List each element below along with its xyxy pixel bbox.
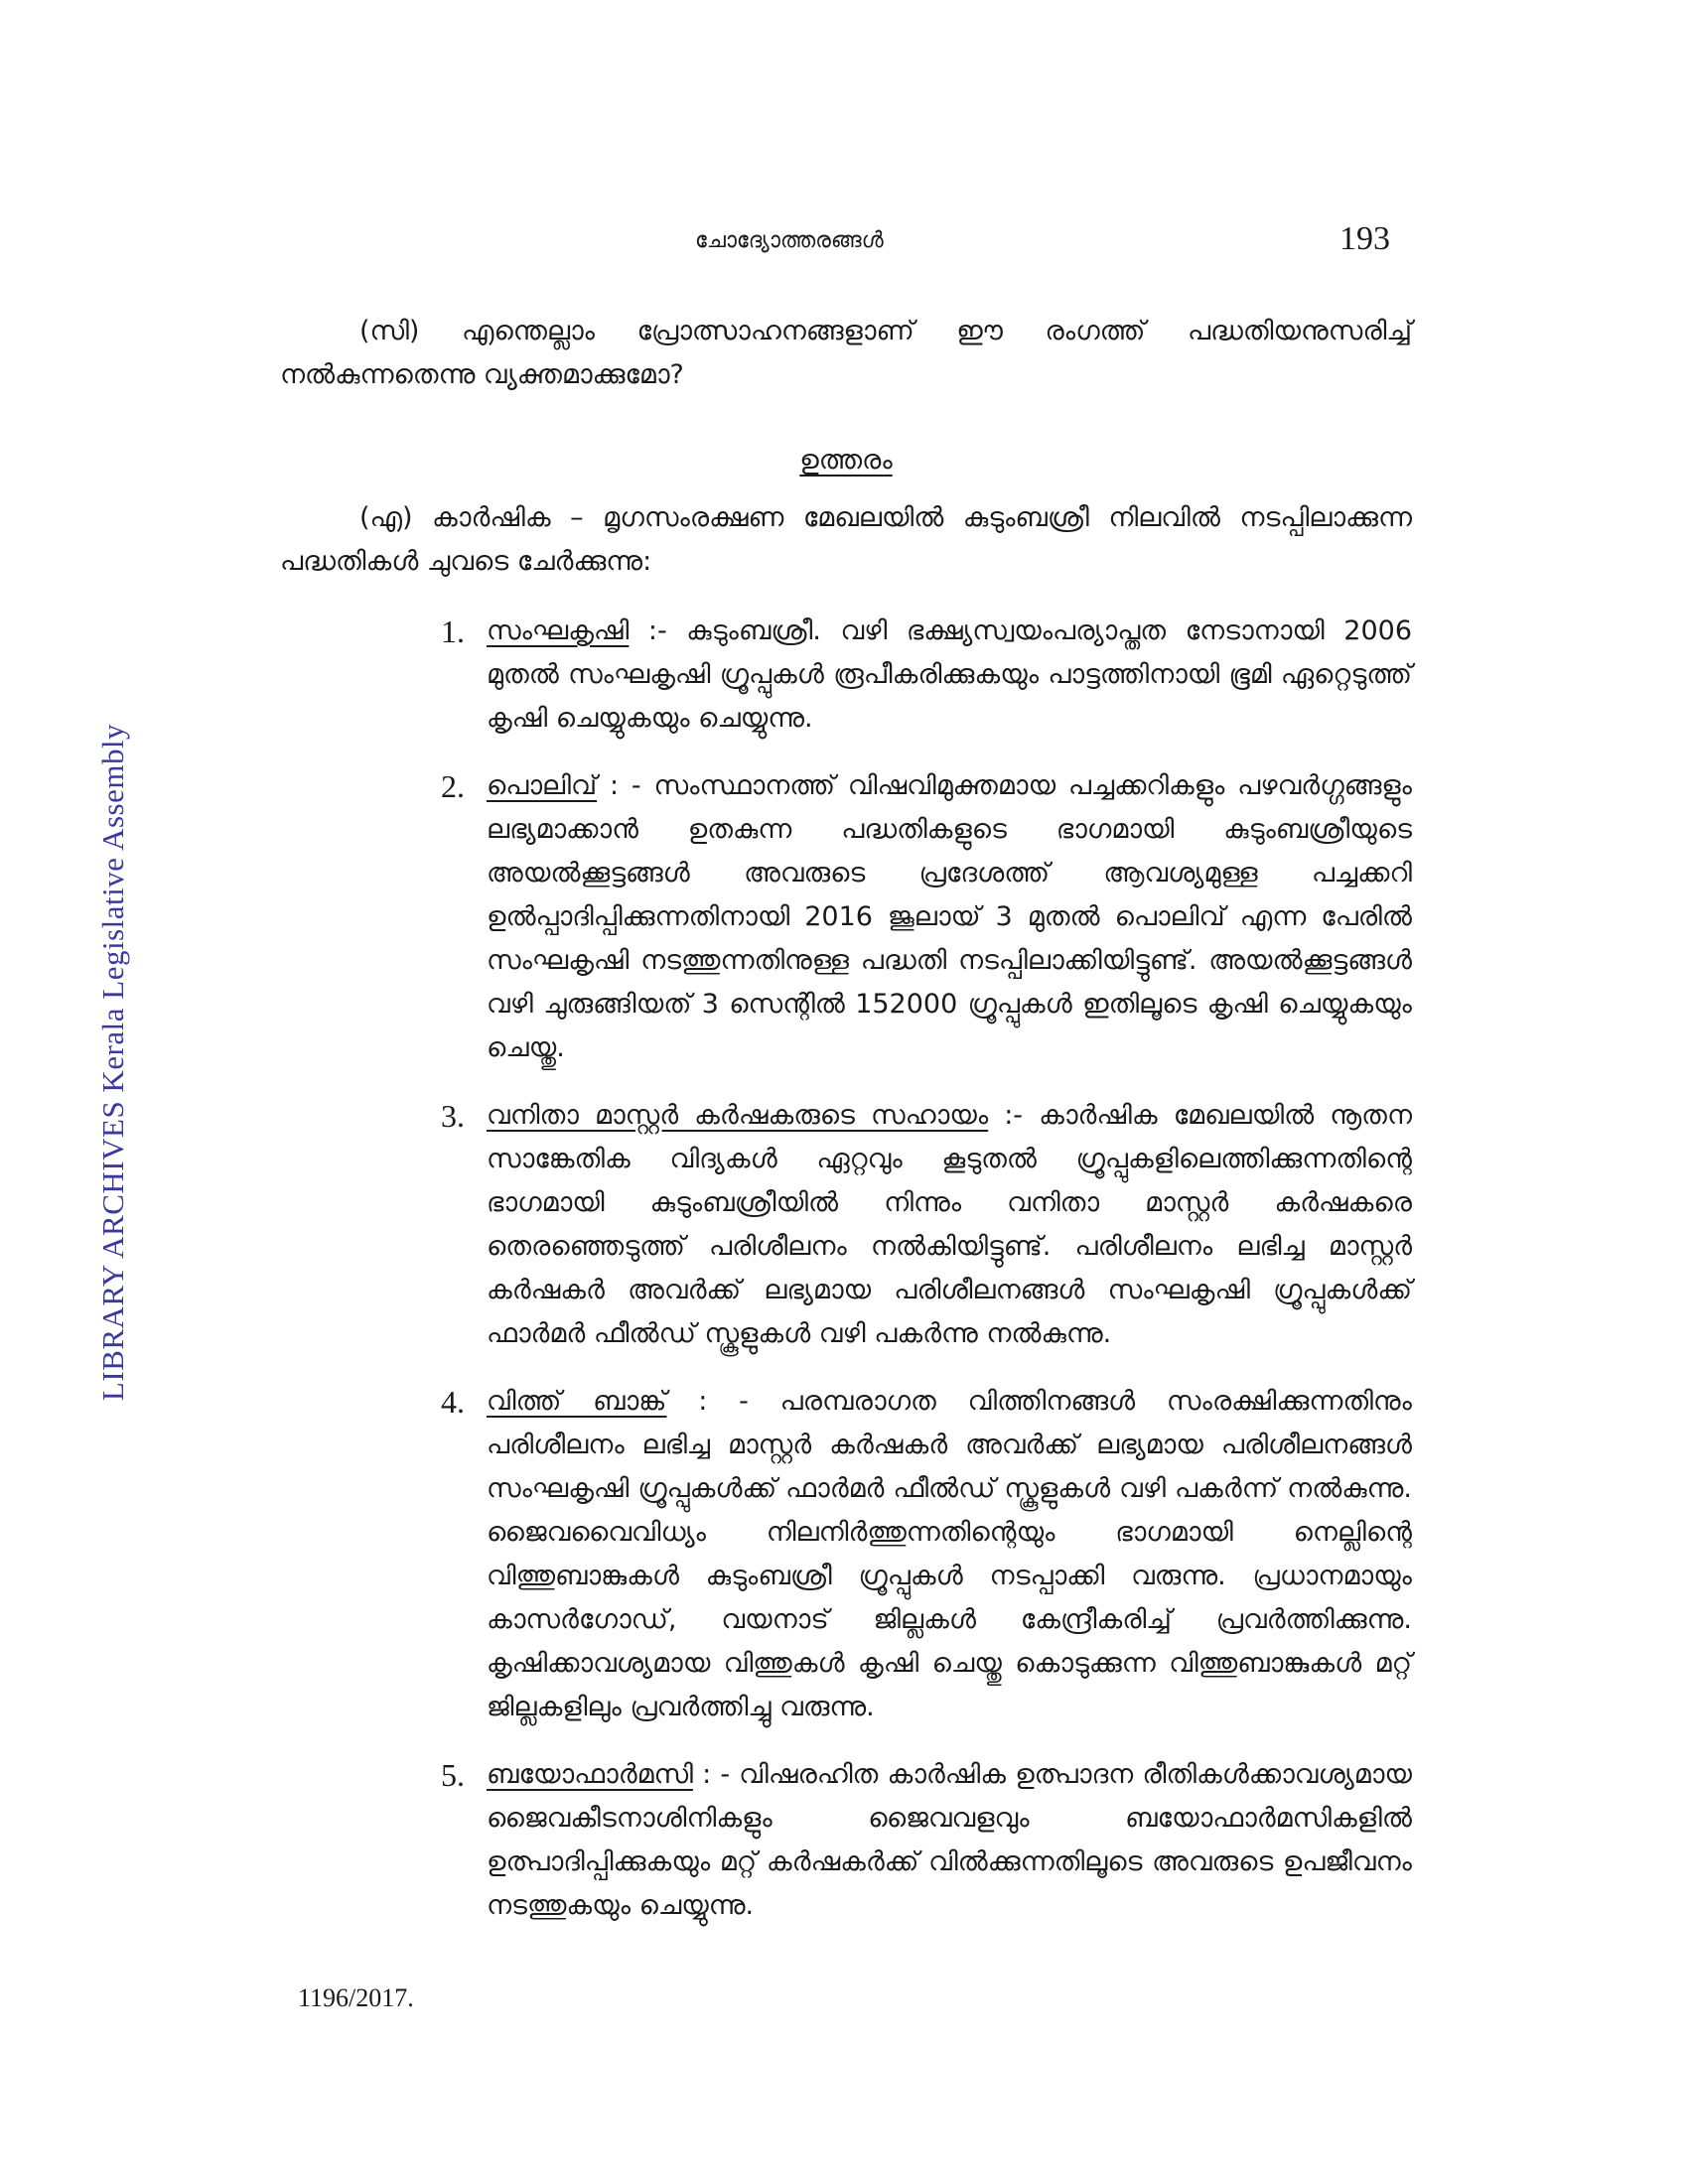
item-title: വനിതാ മാസ്റ്റർ കർഷകരുടെ സഹായം xyxy=(487,1100,989,1131)
running-head xyxy=(0,220,1688,260)
item-text: :- കുടുംബശ്രീ. വഴി ഭക്ഷ്യസ്വയംപര്യാപ്തത നേടാനായി 2006 മുതൽ സംഘകൃഷി ഗ്രൂപ്പുകൾ രൂപീകരിക്കുകയും പാട്ടത്തിനായി ഭൂമി ഏറ്റെടുത്ത് കൃഷി ചെയ്യുകയും ചെയ്യുന്നു. xyxy=(487,615,1412,734)
running-head-title: ചോദ്യോത്തരങ്ങൾ xyxy=(695,228,884,253)
item-number: 1. xyxy=(441,614,465,649)
item-text: : - വിഷരഹിത കാർഷിക ഉത്പാദന രീതികൾക്കാവശ്യമായ ജൈവകീടനാശിനികളും ജൈവവളവും ബയോഫാർമസികളിൽ ഉത്പാദിപ്പിക്കുകയും മറ്റ് കർഷകർക്ക് വിൽക്കുന്നതിലൂടെ അവരുടെ ഉപജീവനം നടത്തുകയും ചെയ്യുന്നു. xyxy=(487,1759,1412,1921)
item-number: 3. xyxy=(441,1098,465,1134)
document-code: 1196/2017. xyxy=(298,1983,414,2012)
item-number: 2. xyxy=(441,768,465,804)
page-number: 193 xyxy=(1339,220,1390,257)
item-number: 4. xyxy=(441,1384,465,1420)
item-title: സംഘകൃഷി xyxy=(487,615,630,646)
item-title: ബയോഫാർമസി xyxy=(487,1759,693,1790)
list-item xyxy=(280,1094,1412,1356)
list-item xyxy=(280,610,1412,741)
item-text: : - പരമ്പരാഗത വിത്തിനങ്ങൾ സംരക്ഷിക്കുന്നതിനും പരിശീലനം ലഭിച്ച മാസ്റ്റർ കർഷകർ അവർക്ക് ലഭ്യമായ പരിശീലനങ്ങൾ സംഘകൃഷി ഗ്രൂപ്പുകൾക്ക് ഫാർമർ ഫീൽഡ് സ്കൂളുകൾ വഴി പകർന്ന് നൽകുന്നു. ജൈവവൈവിധ്യം നിലനിർത്തുന്നതിന്റെയും ഭാഗമായി നെല്ലിന്റെ വിത്തുബാങ്കുകൾ കുടുംബശ്രീ ഗ്രൂപ്പുകൾ നടപ്പാക്കി വരുന്നു. പ്രധാനമായും കാസർഗോഡ്, വയനാട് ജില്ലകൾ കേന്ദ്രീകരിച്ച് പ്രവർത്തിക്കുന്നു. കൃഷിക്കാവശ്യമായ വിത്തുകൾ കൃഷി ചെയ്തു കൊടുക്കുന്ന വിത്തുബാങ്കുകൾ മറ്റ് ജില്ലകളിലും പ്രവർത്തിച്ചു വരുന്നു. xyxy=(487,1386,1412,1722)
page-content xyxy=(280,310,1412,1952)
answer-list xyxy=(280,610,1412,1928)
answer-intro: (എ) കാർഷിക – മൃഗസംരക്ഷണ മേഖലയിൽ കുടുംബശ്രീ നിലവിൽ നടപ്പിലാക്കുന്ന പദ്ധതികൾ ചുവടെ ചേർക്കുന്നു: xyxy=(280,502,1412,577)
item-title: വിത്ത് ബാങ്ക് xyxy=(487,1386,667,1417)
list-item xyxy=(280,764,1412,1070)
list-item xyxy=(280,1753,1412,1928)
item-text: : - സംസ്ഥാനത്ത് വിഷവിമുക്തമായ പച്ചക്കറികളും പഴവർഗ്ഗങ്ങളും ലഭ്യമാക്കാൻ ഉതകുന്ന പദ്ധതികളുടെ ഭാഗമായി കുടുംബശ്രീയുടെ അയൽക്കൂട്ടങ്ങൾ അവരുടെ പ്രദേശത്ത് ആവശ്യമുള്ള പച്ചക്കറി ഉൽപ്പാദിപ്പിക്കുന്നതിനായി 2016 ജൂലായ് 3 മുതൽ പൊലിവ് എന്ന പേരിൽ സംഘകൃഷി നടത്തുന്നതിനുള്ള പദ്ധതി നടപ്പിലാക്കിയിട്ടുണ്ട്. അയൽക്കൂട്ടങ്ങൾ വഴി ചുരുങ്ങിയത് 3 സെന്റിൽ 152000 ഗ്രൂപ്പുകൾ ഇതിലൂടെ കൃഷി ചെയ്യുകയും ചെയ്തു. xyxy=(487,770,1412,1063)
item-number: 5. xyxy=(441,1757,465,1793)
item-text: :- കാർഷിക മേഖലയിൽ നൂതന സാങ്കേതിക വിദ്യകൾ ഏറ്റവും കൂടുതൽ ഗ്രൂപ്പുകളിലെത്തിക്കുന്നതിന്റെ ഭാഗമായി കുടുംബശ്രീയിൽ നിന്നും വനിതാ മാസ്റ്റർ കർഷകരെ തെരഞ്ഞെടുത്ത് പരിശീലനം നൽകിയിട്ടുണ്ട്. പരിശീലനം ലഭിച്ച മാസ്റ്റർ കർഷകർ അവർക്ക് ലഭ്യമായ പരിശീലനങ്ങൾ സംഘകൃഷി ഗ്രൂപ്പുകൾക്ക് ഫാർമർ ഫീൽഡ് സ്കൂളുകൾ വഴി പകർന്നു നൽകുന്നു. xyxy=(487,1100,1413,1349)
list-item xyxy=(280,1380,1412,1729)
item-title: പൊലിവ് xyxy=(487,770,598,801)
question-text: (സി) എന്തെല്ലാം പ്രോത്സാഹനങ്ങളാണ് ഈ രംഗത്ത് പദ്ധതിയനുസരിച്ച് നൽകുന്നതെന്നു വ്യക്തമാക്കുമോ? xyxy=(280,316,1412,390)
archive-watermark: LIBRARY ARCHIVES Kerala Legislative Assembly xyxy=(95,723,130,1402)
answer-heading: ഉത്തരം xyxy=(799,445,893,476)
